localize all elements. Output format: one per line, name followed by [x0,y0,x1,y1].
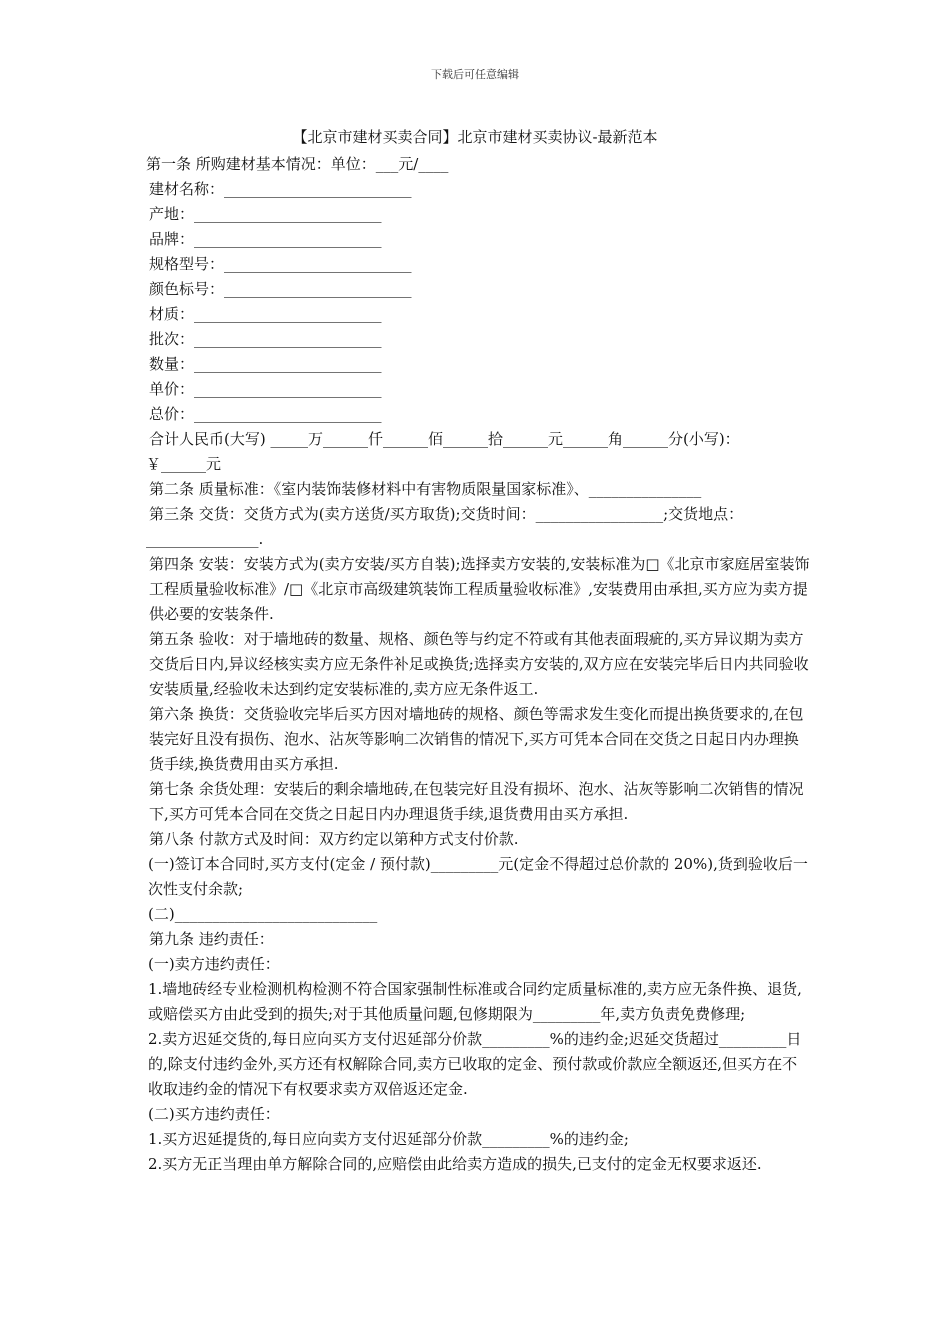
article-4: 第四条 安装：安装方式为(卖方安装/买方自装);选择卖方安装的,安装标准为□《北京市家庭居室装饰工程质量验收标准》/□《北京市高级建筑装饰工程质量验收标准》,安装费用由承担,买方应为卖方提供必要的安装条件. [149,555,810,623]
article-1-heading: 第一条 所购建材基本情况：单位：___元/____ [146,155,449,173]
total-rmb-small: ￥______元 [146,455,222,473]
article-6: 第六条 换货：交货验收完毕后买方因对墙地砖的规格、颜色等需求发生变化而提出换货要求的,在包装完好且没有损伤、泡水、沾灰等影响二次销售的情况下,买方可凭本合同在交货之日起日内办理换货手续,换货费用由买方承担. [149,705,804,773]
field-brand: 品牌：_________________________ [149,230,382,248]
buyer-liability-2: 2.买方无正当理由单方解除合同的,应赔偿由此给卖方造成的损失,已支付的定金无权要求返还. [148,1155,762,1173]
article-2: 第二条 质量标准：《室内装饰装修材料中有害物质限量国家标准》、_______________ [149,480,702,498]
article-8-item-2: (二)___________________________ [148,905,378,923]
article-5: 第五条 验收：对于墙地砖的数量、规格、颜色等与约定不符或有其他表面瑕疵的,买方异议期为卖方交货后日内,异议经核实卖方应无条件补足或换货;选择卖方安装的,双方应在安装完毕后日内共同验收安装质量,经验收未达到约定安装标准的,卖方应无条件返工. [149,630,809,698]
field-quantity: 数量：_________________________ [149,355,382,373]
article-8-heading: 第八条 付款方式及时间：双方约定以第种方式支付价款. [149,830,519,848]
field-model: 规格型号：_________________________ [149,255,412,273]
field-color-code: 颜色标号：_________________________ [149,280,412,298]
field-texture: 材质：_________________________ [149,305,382,323]
seller-liability-2: 2.卖方迟延交货的,每日应向买方支付迟延部分价款_________%的违约金;迟延交货超过_________日的,除支付违约金外,买方还有权解除合同,卖方已收取的定金、预付款或价款应全额返还,但买方在不收取违约金的情况下有权要求卖方双倍返还定金. [148,1030,802,1098]
article-7: 第七条 余货处理：安装后的剩余墙地砖,在包装完好且没有损坏、泡水、沾灰等影响二次销售的情况下,买方可凭本合同在交货之日起日内办理退货手续,退货费用由买方承担. [149,780,804,823]
document-title: 【北京市建材买卖合同】北京市建材买卖协议-最新范本 [292,128,658,146]
total-rmb-line: 合计人民币(大写) _____万______仟______佰______拾______元______角______分(小写)： [149,430,740,448]
seller-liability-1: 1.墙地砖经专业检测机构检测不符合国家强制性标准或合同约定质量标准的,卖方应无条件换、退货,或赔偿买方由此受到的损失;对于其他质量问题,包修期限为_________年,卖方负责免费修理; [148,980,802,1023]
article-3-line-1: 第三条 交货：交货方式为(卖方送货/买方取货);交货时间：_________________;交货地点： [149,505,744,523]
article-9-heading: 第九条 违约责任： [149,930,274,948]
article-8-item-1: (一)签订本合同时,买方支付(定金 / 预付款)_________元(定金不得超过总价款的 20%),货到验收后一次性支付余款; [148,855,808,898]
field-unit-price: 单价：_________________________ [149,380,382,398]
field-material-name: 建材名称：_________________________ [149,180,412,198]
seller-liability-heading: (一)卖方违约责任： [148,955,280,973]
buyer-liability-heading: (二)买方违约责任： [148,1105,280,1123]
buyer-liability-1: 1.买方迟延提货的,每日应向卖方支付迟延部分价款_________%的违约金; [148,1130,629,1148]
article-3-line-2: _______________. [146,530,264,548]
header-note: 下载后可任意编辑 [431,68,519,81]
field-origin: 产地：_________________________ [149,205,382,223]
contract-body [146,152,810,1177]
field-total-price: 总价：_________________________ [149,405,382,423]
field-batch: 批次：_________________________ [149,330,382,348]
